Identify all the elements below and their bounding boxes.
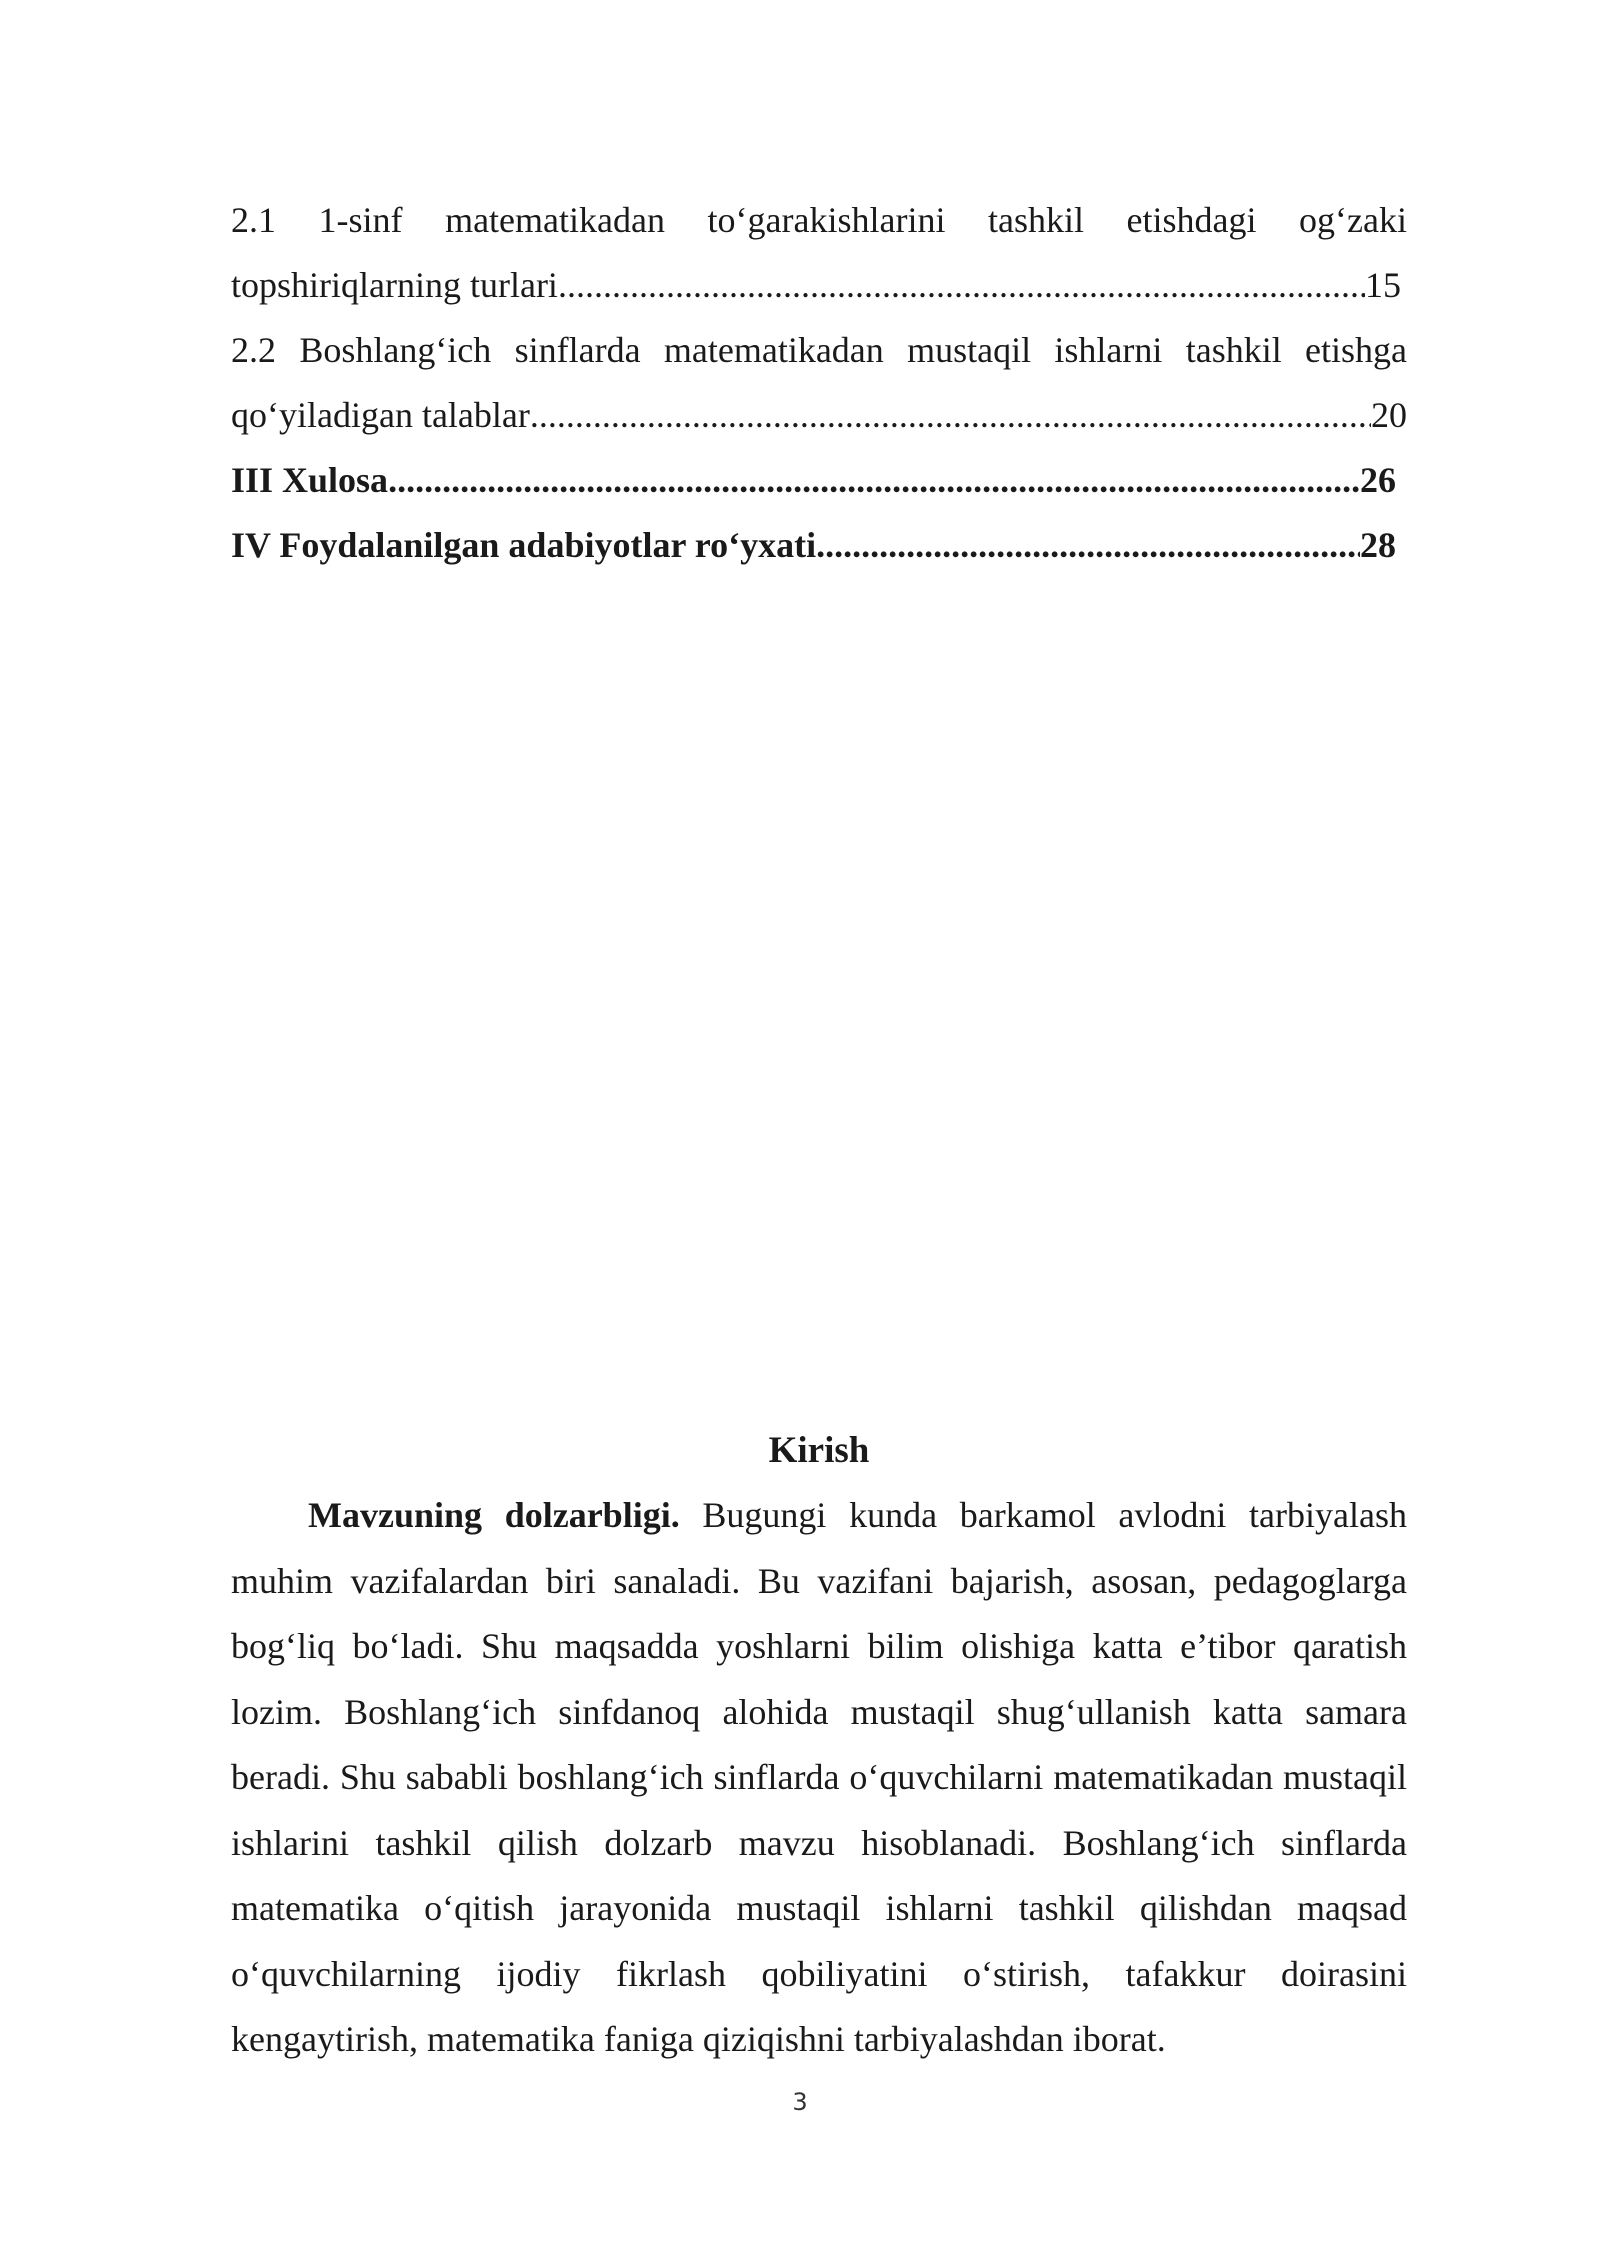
toc-entry-title: IV Foydalanilgan adabiyotlar ro‘yxati [231,525,817,565]
paragraph-body: Bugungi kunda barkamol avlodni tarbiyalash muhim vazifalardan biri sanaladi. Bu vazifani bajarish, asosan, pedagoglarga bog‘liq bo‘ladi. Shu maqsadda yoshlarni bilim olishiga katta e’tibor qaratish lozim. Boshlang‘ich sinfdanoq alohida mustaqil shug‘ullanish katta samara beradi. Shu sababli boshlang‘ich sinflarda o‘quvchilarni matematikadan mustaqil ishlarini tashkil qilish dolzarb mavzu hisoblanadi. Boshlang‘ich sinflarda matematika o‘qitish jarayonida mustaqil ishlarni tashkil qilishdan maqsad o‘quvchilarning ijodiy fikrlash qobiliyatini o‘stirish, tafakkur doirasini kengaytirish, matematika faniga qiziqishni tarbiyalashdan iborat. [231,1495,1407,2059]
toc-entry-2-1[interactable] [231,188,1407,318]
toc-entry-line [231,253,1401,318]
toc-page-number: 20 [1371,395,1407,435]
toc-entry-title: 2.2 Boshlang‘ich sinflarda matematikadan mustaqil ishlarni tashkil etishga [231,330,1407,370]
toc-page-number: 15 [1365,265,1401,305]
toc-entry-title-continued: topshiriqlarning turlari [231,265,558,305]
dot-leader [816,513,1360,578]
dot-leader [558,253,1365,318]
toc-page-number: 26 [1360,460,1396,500]
section-heading: Kirish [768,1430,870,1471]
toc-entry-title-continued: qo‘yiladigan talablar [231,395,530,435]
toc-entry-title: 2.1 1-sinf matematikadan to‘garakishlarini tashkil etishdagi og‘zaki [231,200,1407,240]
toc-entry-title: III Xulosa [231,460,389,500]
dot-leader [388,448,1360,513]
table-of-contents [231,188,1407,578]
toc-page-number: 28 [1360,525,1396,565]
toc-entry-2-2[interactable] [231,318,1407,448]
dot-leader [530,383,1371,448]
paragraph-lead-bold: Mavzuning dolzarbligi. [308,1495,680,1535]
toc-entry-line [231,383,1407,448]
toc-entry-references[interactable] [231,513,1396,578]
intro-paragraph [231,1483,1407,2073]
page-number: 3 [792,2088,808,2116]
toc-entry-xulosa[interactable] [231,448,1396,513]
